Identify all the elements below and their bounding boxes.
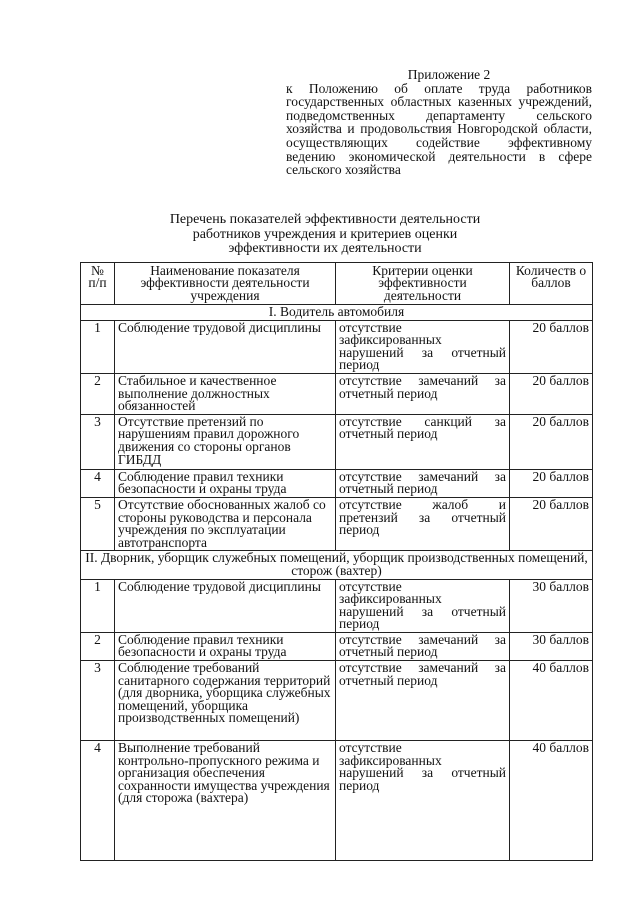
row-num: 4 <box>81 469 115 497</box>
indicators-table <box>80 262 593 861</box>
appendix-block <box>286 68 592 177</box>
title-line-1: Перечень показателей эффективности деятельности <box>169 212 481 227</box>
row-criteria: отсутствие зафиксированных нарушений за отчетный период <box>336 741 510 861</box>
row-name: Отсутствие претензий по нарушениям правил дорожного движения со стороны органов ГИБДД <box>115 414 336 469</box>
table-row <box>81 373 593 414</box>
row-num: 1 <box>81 579 115 632</box>
title-line-2: работников учреждения и критериев оценки <box>192 226 458 242</box>
header-num: № п/п <box>81 263 115 305</box>
row-num: 3 <box>81 661 115 741</box>
row-criteria: отсутствие жалоб и претензий за отчетный период <box>336 497 510 550</box>
appendix-text: к Положению об оплате труда работников государственных областных казенных учреждений, подведомственных департаменту сельского хозяйства и продовольствия Новгородской области, осуществляющих содействие эффективному ведению экономической деятельности в сфере сельского хозяйства <box>286 80 592 178</box>
row-criteria: отсутствие замечаний за отчетный период <box>336 632 510 660</box>
document-title <box>140 213 510 257</box>
row-name: Соблюдение правил техники безопасности и охраны труда <box>115 632 336 660</box>
row-points: 40 баллов <box>510 661 593 741</box>
row-criteria: отсутствие зафиксированных нарушений за отчетный период <box>336 579 510 632</box>
section-title: II. Дворник, уборщик служебных помещений, уборщик производственных помещений, сторож (вахтер) <box>81 551 593 579</box>
row-points: 20 баллов <box>510 373 593 414</box>
row-num: 5 <box>81 497 115 550</box>
table-row <box>81 469 593 497</box>
header-points: Количеств о баллов <box>510 263 593 305</box>
row-num: 4 <box>81 741 115 861</box>
row-points: 30 баллов <box>510 579 593 632</box>
title-line-3: эффективности их деятельности <box>228 241 422 256</box>
row-name: Отсутствие обоснованных жалоб со стороны руководства и персонала учреждения по эксплуатации автотранспорта <box>115 497 336 550</box>
table-row <box>81 414 593 469</box>
table-row <box>81 661 593 741</box>
section-row <box>81 551 593 579</box>
row-name: Соблюдение трудовой дисциплины <box>115 320 336 373</box>
header-name: Наименование показателя эффективности деятельности учреждения <box>115 263 336 305</box>
table-row <box>81 632 593 660</box>
row-name: Выполнение требований контрольно-пропускного режима и организация обеспечения сохранности имущества учреждения (для сторожа (вахтера) <box>115 741 336 861</box>
row-points: 20 баллов <box>510 320 593 373</box>
row-points: 20 баллов <box>510 469 593 497</box>
section-title: I. Водитель автомобиля <box>81 305 593 321</box>
row-name: Соблюдение правил техники безопасности и охраны труда <box>115 469 336 497</box>
row-name: Стабильное и качественное выполнение должностных обязанностей <box>115 373 336 414</box>
row-num: 3 <box>81 414 115 469</box>
row-num: 1 <box>81 320 115 373</box>
row-name: Соблюдение трудовой дисциплины <box>115 579 336 632</box>
row-name: Соблюдение требований санитарного содержания территорий (для дворника, уборщика служебных помещений, уборщика производственных помещений) <box>115 661 336 741</box>
table-row <box>81 497 593 550</box>
row-criteria: отсутствие замечаний за отчетный период <box>336 661 510 741</box>
table-row <box>81 579 593 632</box>
row-points: 20 баллов <box>510 497 593 550</box>
row-criteria: отсутствие зафиксированных нарушений за отчетный период <box>336 320 510 373</box>
table-header-row <box>81 263 593 305</box>
row-criteria: отсутствие замечаний за отчетный период <box>336 373 510 414</box>
row-points: 30 баллов <box>510 632 593 660</box>
table-row <box>81 320 593 373</box>
row-criteria: отсутствие санкций за отчетный период <box>336 414 510 469</box>
row-criteria: отсутствие замечаний за отчетный период <box>336 469 510 497</box>
row-num: 2 <box>81 632 115 660</box>
section-row <box>81 305 593 321</box>
appendix-title: Приложение 2 <box>407 67 491 82</box>
row-num: 2 <box>81 373 115 414</box>
header-criteria: Критерии оценки эффективности деятельности <box>336 263 510 305</box>
row-points: 20 баллов <box>510 414 593 469</box>
row-points: 40 баллов <box>510 741 593 861</box>
table-row <box>81 741 593 861</box>
